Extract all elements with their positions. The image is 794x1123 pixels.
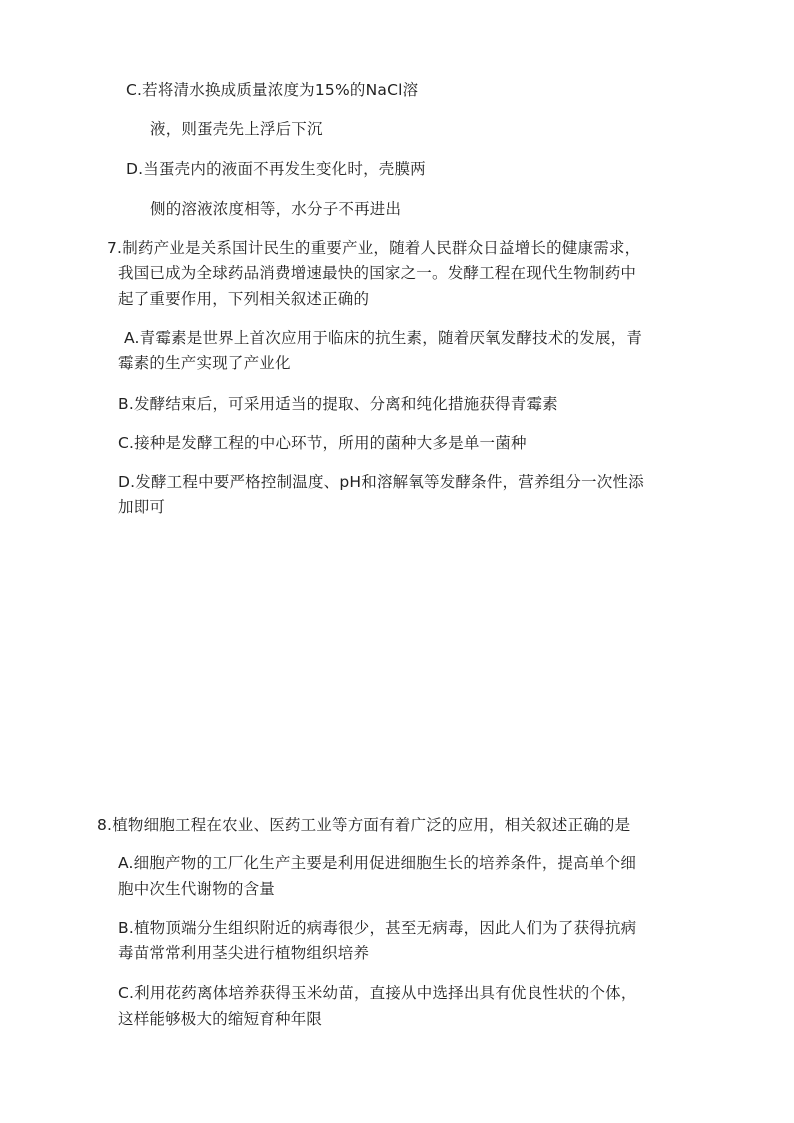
q7-option-d-line1: D.发酵工程中要严格控制温度、pH和溶解氧等发酵条件，营养组分一次性添 [118, 473, 644, 491]
q6-option-d-line1: D.当蛋壳内的液面不再发生变化时，壳膜两 [126, 160, 426, 178]
q8-option-a-line1: A.细胞产物的工厂化生产主要是利用促进细胞生长的培养条件，提高单个细 [118, 854, 637, 872]
q7-option-a-line2: 霉素的生产实现了产业化 [118, 354, 291, 372]
q7-option-a-line1: A.青霉素是世界上首次应用于临床的抗生素，随着厌氧发酵技术的发展，青 [124, 329, 643, 347]
q8-option-b-line1: B.植物顶端分生组织附近的病毒很少，甚至无病毒，因此人们为了获得抗病 [118, 919, 637, 937]
q8-option-b-line2: 毒苗常常利用茎尖进行植物组织培养 [118, 944, 370, 962]
q8-stem: 8.植物细胞工程在农业、医药工业等方面有着广泛的应用，相关叙述正确的是 [97, 816, 631, 834]
q7-stem-line3: 起了重要作用，下列相关叙述正确的 [118, 290, 370, 308]
q7-stem-line2: 我国已成为全球药品消费增速最快的国家之一。发酵工程在现代生物制药中 [118, 264, 637, 282]
q8-option-c-line2: 这样能够极大的缩短育种年限 [118, 1010, 323, 1028]
q6-option-d-line2: 侧的溶液浓度相等，水分子不再进出 [150, 200, 402, 218]
q8-option-c-line1: C.利用花药离体培养获得玉米幼苗，直接从中选择出具有优良性状的个体， [118, 984, 637, 1002]
q8-option-a-line2: 胞中次生代谢物的含量 [118, 880, 276, 898]
q6-option-c-line1: C.若将清水换成质量浓度为15%的NaCl溶 [126, 81, 419, 99]
q7-option-d-line2: 加即可 [118, 498, 166, 516]
q7-option-b: B.发酵结束后，可采用适当的提取、分离和纯化措施获得青霉素 [118, 395, 558, 413]
q7-stem-line1: 7.制药产业是关系国计民生的重要产业，随着人民群众日益增长的健康需求， [107, 239, 641, 257]
q7-option-c: C.接种是发酵工程的中心环节，所用的菌种大多是单一菌种 [118, 434, 527, 452]
q6-option-c-line2: 液，则蛋壳先上浮后下沉 [150, 120, 323, 138]
